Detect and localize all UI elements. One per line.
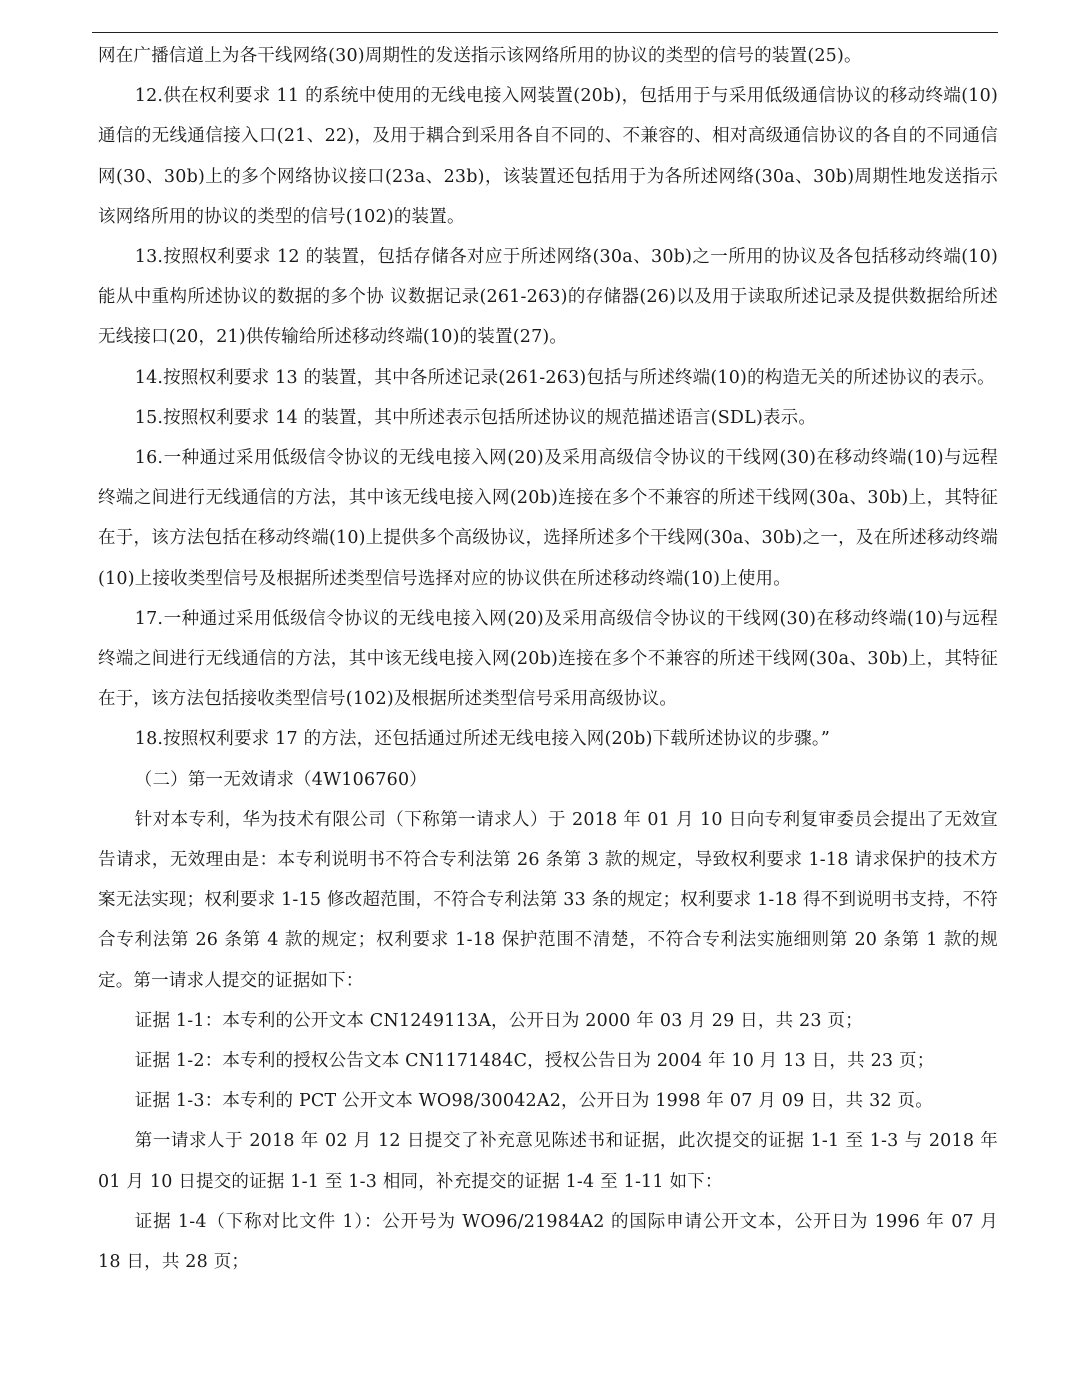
section-heading: （二）第一无效请求（4W106760） <box>134 769 427 790</box>
paragraph-supplementary: 第一请求人于 2018 年 02 月 12 日提交了补充意见陈述书和证据，此次提交的证据 1-1 至 1-3 与 2018 年 01 月 10 日提交的证据 1-1 至 1-3 相同，补充提交的证据 1-4 至 1-11 如下： <box>98 1131 998 1192</box>
paragraph-claim-11-continued: 网在广播信道上为各干线网络(30)周期性的发送指示该网络所用的协议的类型的信号的装置(25)。 <box>98 46 862 66</box>
paragraph-claim-14: 14.按照权利要求 13 的装置，其中各所述记录(261-263)包括与所述终端(10)的构造无关的所述协议的表示。 <box>134 367 995 388</box>
evidence-item: 证据 1-1：本专利的公开文本 CN1249113A，公开日为 2000 年 03 月 29 日，共 23 页； <box>134 1010 863 1031</box>
paragraph-claim-12: 12.供在权利要求 11 的系统中使用的无线电接入网装置(20b)，包括用于与采用低级通信协议的移动终端(10)通信的无线通信接入口(21、22)，及用于耦合到采用各自不同的、不兼容的、相对高级通信协议的各自的不同通信网(30、30b)上的多个网络协议接口(23a、23b)，该装置还包括用于为各所述网络(30a、30b)周期性地发送指示该网络所用的协议的类型的信号(102)的装置。 <box>98 86 998 227</box>
paragraph-claim-17: 17.一种通过采用低级信令协议的无线电接入网(20)及采用高级信令协议的干线网(30)在移动终端(10)与远程终端之间进行无线通信的方法，其中该无线电接入网(20b)连接在多个不兼容的所述干线网(30a、30b)上，其特征在于，该方法包括接收类型信号(102)及根据所述类型信号采用高级协议。 <box>98 608 998 710</box>
paragraph-claim-13: 13.按照权利要求 12 的装置，包括存储各对应于所述网络(30a、30b)之一所用的协议及各包括移动终端(10)能从中重构所述协议的数据的多个协 议数据记录(261-263)的存储器(26)以及用于读取所述记录及提供数据给所述无线接口(20，21)供传输给所述移动终端(10)的装置(27)。 <box>98 247 998 348</box>
evidence-item: 证据 1-2：本专利的授权公告文本 CN1171484C，授权公告日为 2004 年 10 月 13 日，共 23 页； <box>134 1051 935 1072</box>
paragraph-claim-18: 18.按照权利要求 17 的方法，还包括通过所述无线电接入网(20b)下载所述协议的步骤。” <box>134 729 830 750</box>
evidence-item: 证据 1-4（下称对比文件 1）：公开号为 WO96/21984A2 的国际申请公开文本，公开日为 1996 年 07 月 18 日，共 28 页； <box>98 1211 998 1273</box>
paragraph-invalidation-request: 针对本专利，华为技术有限公司（下称第一请求人）于 2018 年 01 月 10 日向专利复审委员会提出了无效宣告请求，无效理由是：本专利说明书不符合专利法第 26 条第 3 款的规定，导致权利要求 1-18 请求保护的技术方案无法实现；权利要求 1-15 修改超范围，不符合专利法第 33 条的规定；权利要求 1-18 得不到说明书支持，不符合专利法第 26 条第 4 款的规定；权利要求 1-18 保护范围不清楚，不符合专利法实施细则第 20 条第 1 款的规定。第一请求人提交的证据如下： <box>98 809 998 991</box>
evidence-item: 证据 1-3：本专利的 PCT 公开文本 WO98/30042A2，公开日为 1998 年 07 月 09 日，共 32 页。 <box>134 1091 933 1112</box>
document-body <box>98 36 998 1282</box>
header-rule <box>92 32 998 33</box>
paragraph-claim-16: 16.一种通过采用低级信令协议的无线电接入网(20)及采用高级信令协议的干线网(30)在移动终端(10)与远程终端之间进行无线通信的方法，其中该无线电接入网(20b)连接在多个不兼容的所述干线网(30a、30b)上，其特征在于，该方法包括在移动终端(10)上提供多个高级协议，选择所述多个干线网(30a、30b)之一，及在所述移动终端(10)上接收类型信号及根据所述类型信号选择对应的协议供在所述移动终端(10)上使用。 <box>98 448 998 589</box>
paragraph-claim-15: 15.按照权利要求 14 的装置，其中所述表示包括所述协议的规范描述语言(SDL)表示。 <box>134 407 817 428</box>
